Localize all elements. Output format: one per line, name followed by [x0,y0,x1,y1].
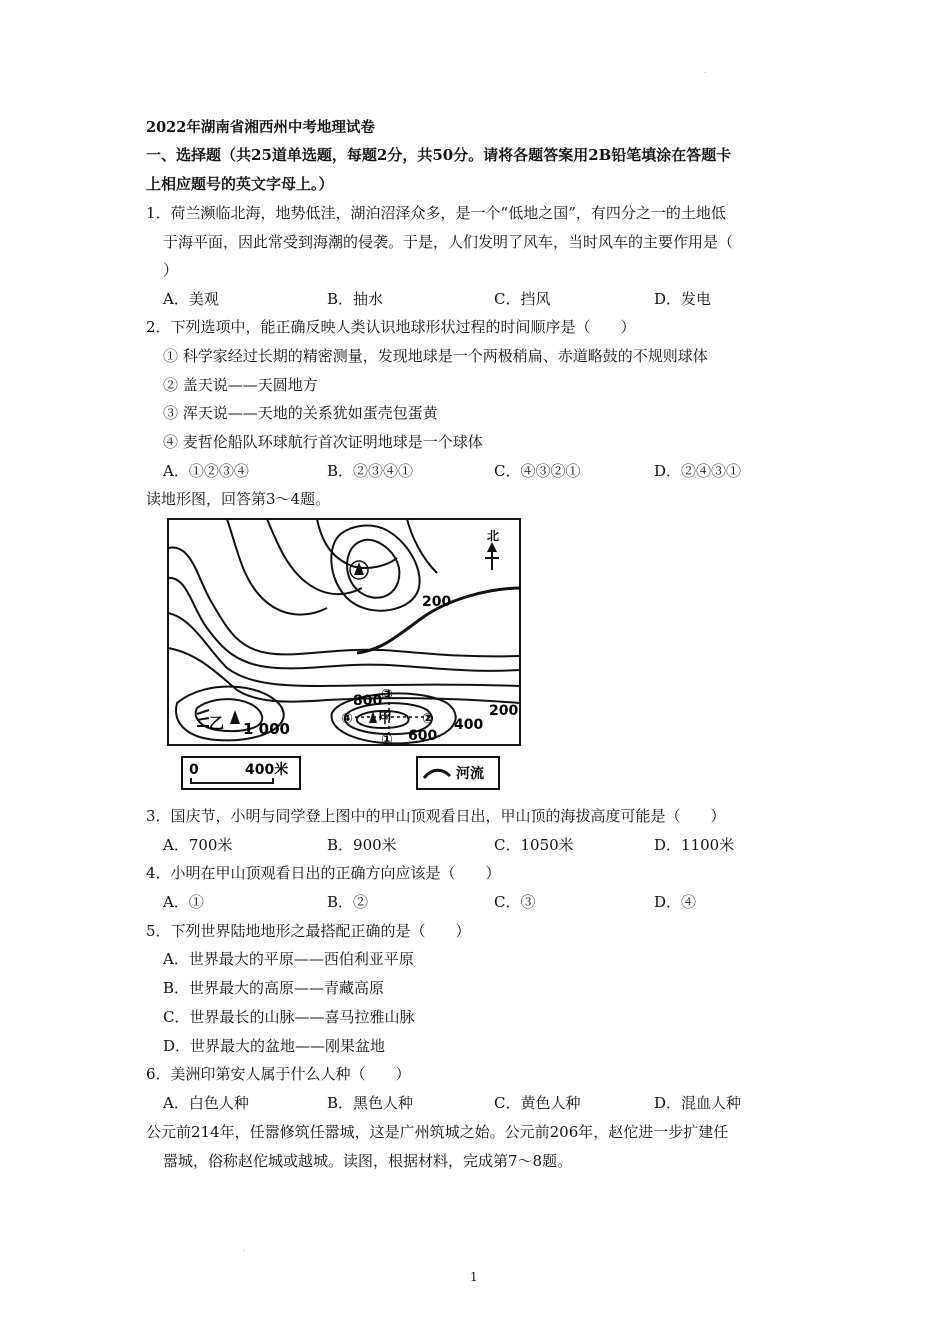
peak-label-yi: 乙 [209,714,225,732]
q2-option-a: A．①②③④ [163,462,249,480]
q2-option-c: C．④③②① [494,462,581,480]
q5-option-d: D．世界最大的盆地——刚果盆地 [163,1037,386,1055]
q1-option-d: D．发电 [654,290,712,308]
q4-stem: 4．小明在甲山顶观看日出的正确方向应该是（ ） [146,864,501,882]
q4-option-a: A．① [163,893,204,911]
contour-label-200a: 200 [422,594,452,610]
q6-option-c: C．黄色人种 [494,1094,581,1112]
q2-option-b: B．②③④① [327,462,414,480]
q1-option-a: A．美观 [163,290,219,308]
q4-option-b: B．② [327,893,369,911]
map-intro: 读地形图，回答第3～4题。 [146,490,331,508]
direction-label-4: ④ [341,711,353,727]
scale-legend [181,756,301,790]
q2-item-1: ① 科学家经过长期的精密测量，发现地球是一个两极稍扁、赤道略鼓的不规则球体 [163,347,708,365]
q3-stem: 3．国庆节，小明与同学登上图中的甲山顶观看日出，甲山顶的海拔高度可能是（ ） [146,807,726,825]
q3-option-c: C．1050米 [494,836,574,854]
peak-label-jia: 甲 [378,711,392,727]
q6-stem: 6．美洲印第安人属于什么人种（ ） [146,1065,411,1083]
q2-item-2: ② 盖天说——天圆地方 [163,376,318,394]
river-legend [416,756,500,790]
direction-label-1: ① [381,732,393,746]
q3-option-a: A．700米 [163,836,233,854]
contour-label-1000: 1 000 [243,720,290,738]
q5-option-b: B．世界最大的高原——青藏高原 [163,979,385,997]
river-label: 河流 [456,766,484,782]
q5-option-c: C．世界最长的山脉——喜马拉雅山脉 [163,1008,415,1026]
section-heading-line2: 上相应题号的英文字母上。） [146,175,334,193]
contour-map [167,518,521,746]
contour-label-600: 600 [408,728,438,744]
q2-option-d: D．②④③① [654,462,742,480]
q1-line2: 于海平面，因此常受到海潮的侵袭。于是，人们发明了风车，当时风车的主要作用是（ [163,233,734,251]
q2-item-4: ④ 麦哲伦船队环球航行首次证明地球是一个球体 [163,433,483,451]
q3-option-b: B．900米 [327,836,397,854]
direction-label-3: ③ [381,687,393,703]
passage-line2: 嚣城，俗称赵佗城或越城。读图，根据材料，完成第7～8题。 [163,1152,573,1170]
q1-option-b: B．抽水 [327,290,384,308]
river-symbol [424,770,450,778]
scale-label: 400米 [245,762,289,778]
q1-option-c: C．挡风 [494,290,551,308]
scale-bar [191,778,273,783]
q6-option-a: A．白色人种 [163,1094,249,1112]
passage-line1: 公元前214年，任嚣修筑任嚣城，这是广州筑城之始。公元前206年，赵佗进一步扩建任 [146,1123,729,1141]
q4-option-c: C．③ [494,893,536,911]
q2-stem: 2．下列选项中，能正确反映人类认识地球形状过程的时间顺序是（ ） [146,318,636,336]
q5-option-a: A．世界最大的平原——西伯利亚平原 [163,950,414,968]
q4-option-d: D．④ [654,893,697,911]
north-label: 北 [487,529,500,543]
q5-stem: 5．下列世界陆地地形之最搭配正确的是（ ） [146,922,471,940]
q1-line3: ） [163,261,179,279]
q6-option-d: D．混血人种 [654,1094,742,1112]
contour-label-800: 800 [353,693,383,709]
q2-item-3: ③ 浑天说——天地的关系犹如蛋壳包蛋黄 [163,404,438,422]
q3-option-d: D．1100米 [654,836,735,854]
section-heading-line1: 一、选择题（共25道单选题，每题2分，共50分。请将各题答案用2B铅笔填涂在答题卡 [146,146,732,164]
scale-zero: 0 [189,762,199,778]
contour-label-400: 400 [454,717,484,733]
q6-option-b: B．黑色人种 [327,1094,414,1112]
contour-label-200b: 200 [489,703,519,719]
speck: . [243,1244,246,1253]
exam-title: 2022年湖南省湘西州中考地理试卷 [146,119,375,136]
speck: . [704,66,707,75]
direction-label-2: ② [422,711,434,727]
q1-line1: 1．荷兰濒临北海，地势低洼，湖泊沼泽众多，是一个“低地之国”，有四分之一的土地低 [146,204,726,222]
page-number: 1 [470,1270,478,1284]
